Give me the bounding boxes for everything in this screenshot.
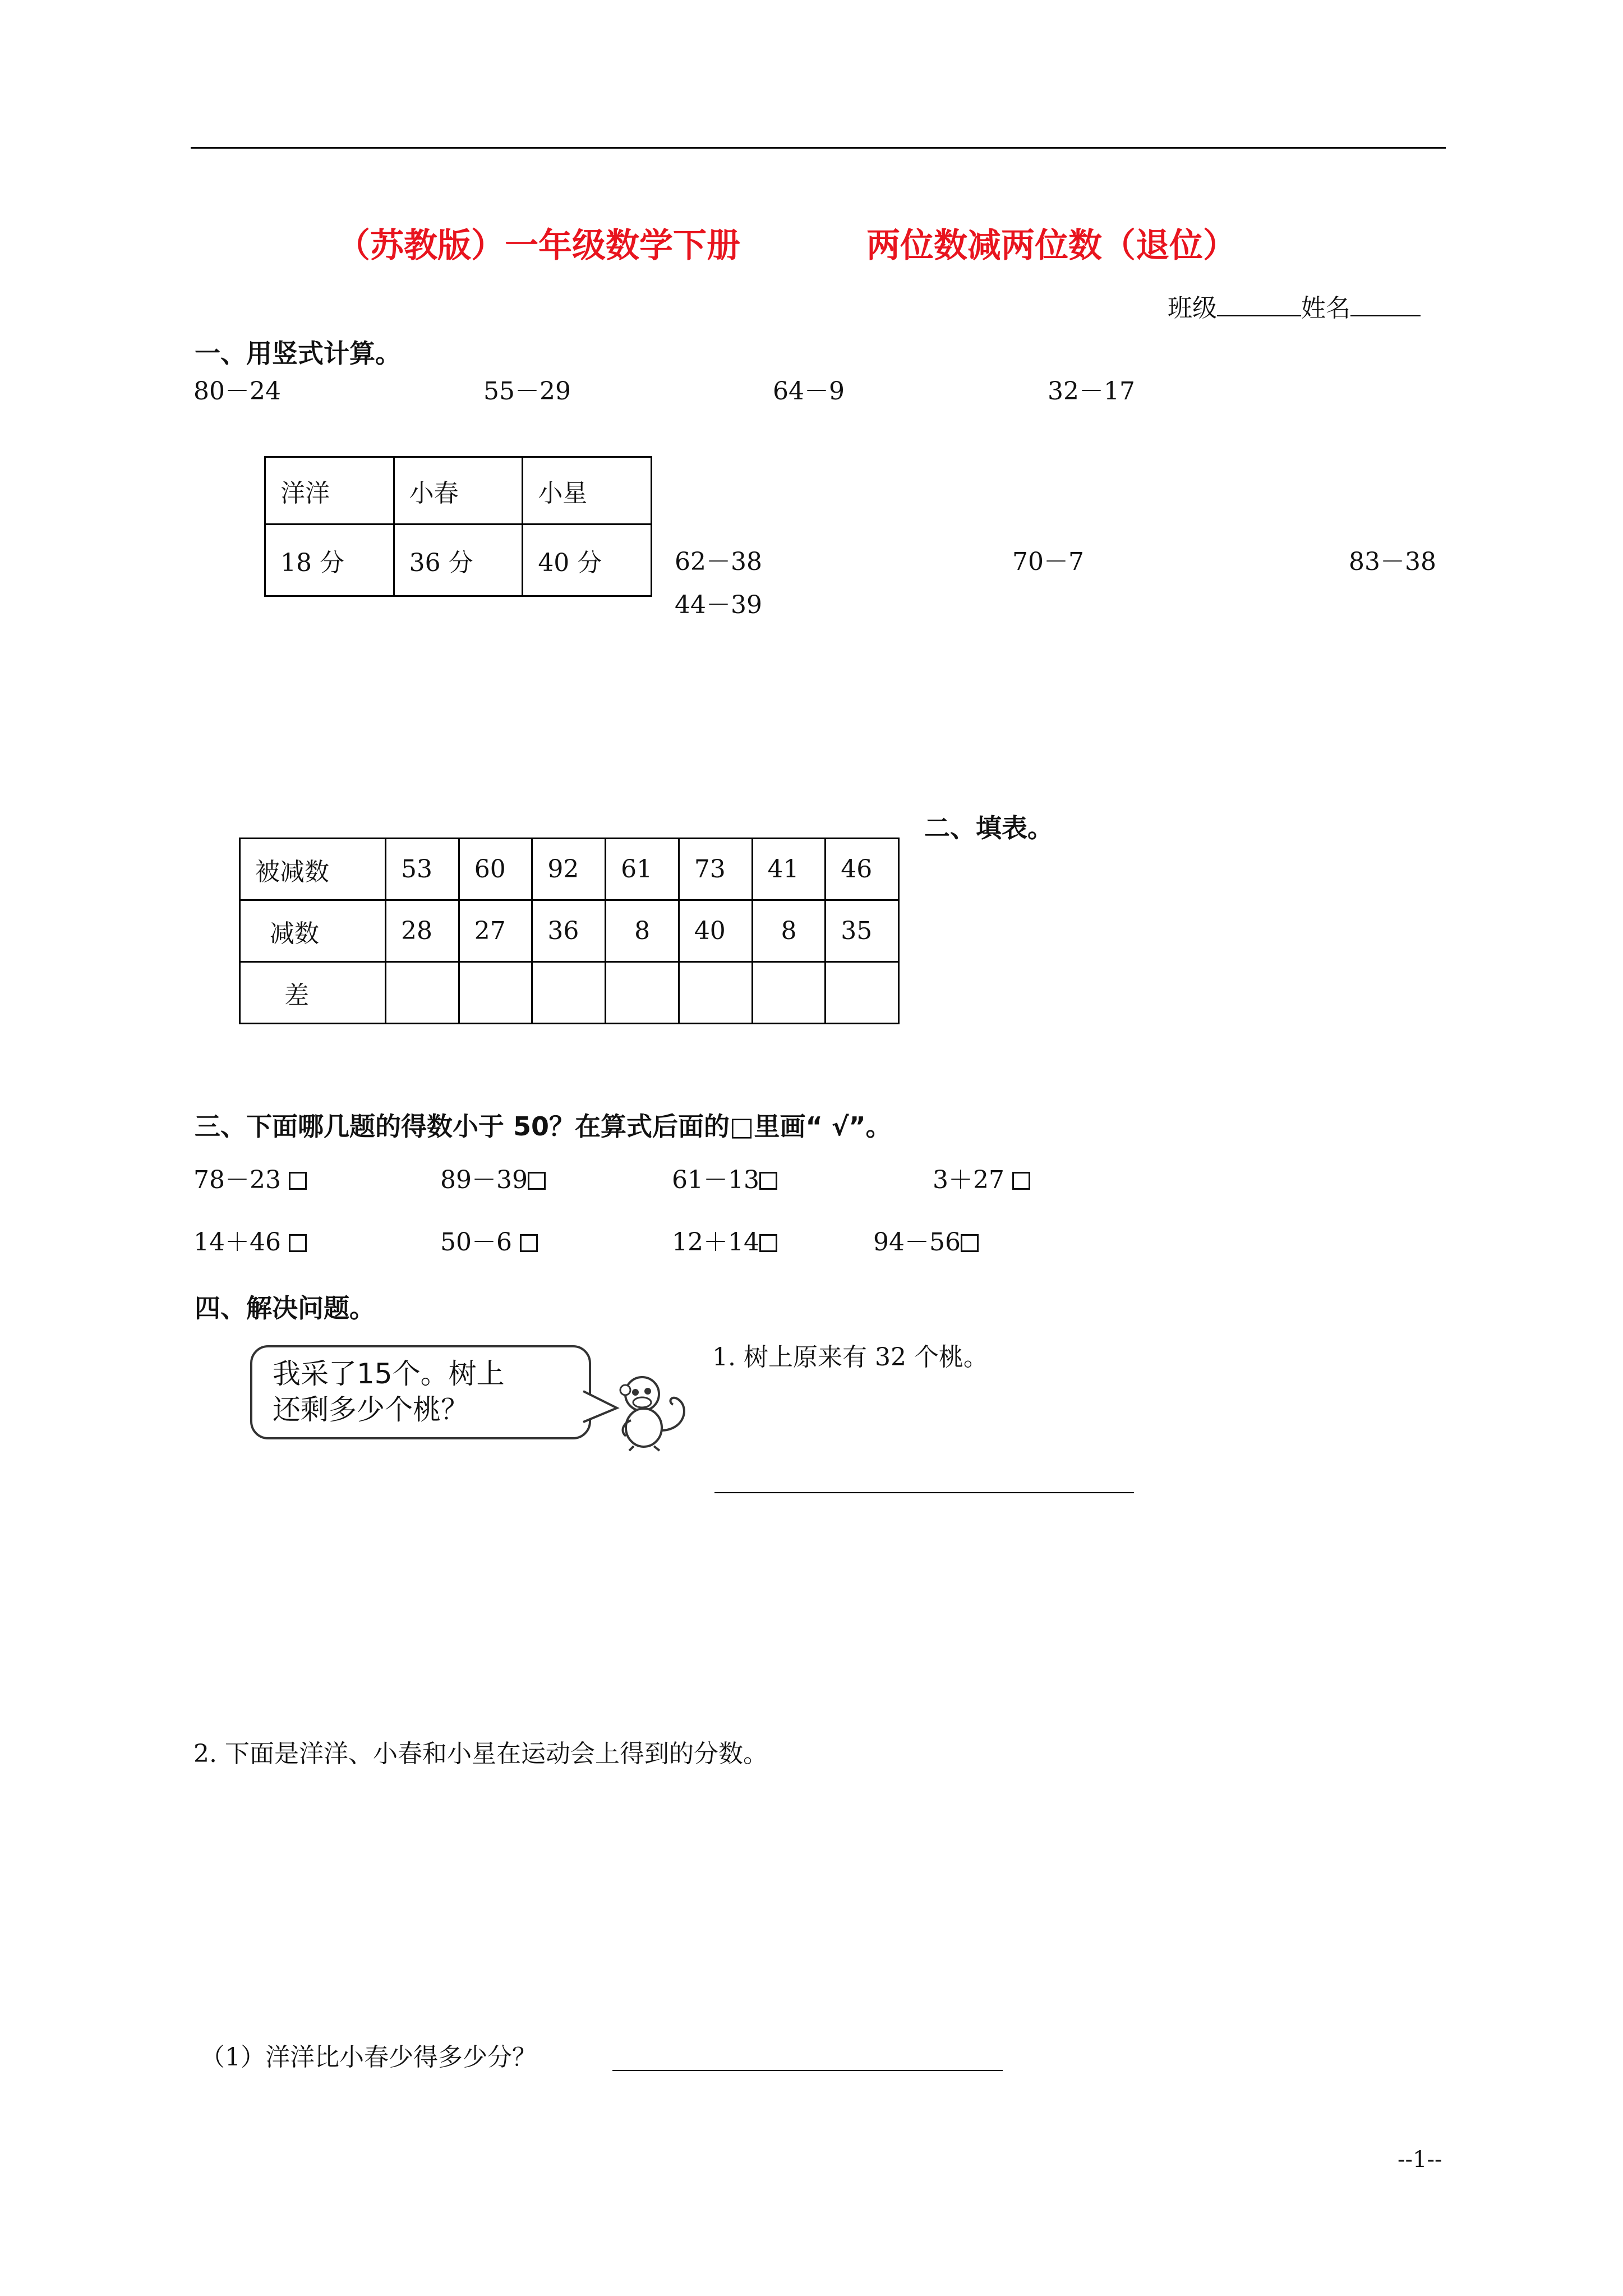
difference-cell[interactable] <box>606 962 679 1024</box>
expr-1-4: 32－17 <box>1048 377 1135 406</box>
check-box[interactable] <box>528 1172 546 1190</box>
row-label-subtrahend: 减数 <box>240 900 386 962</box>
subtrahend-cell: 27 <box>459 900 532 962</box>
question-2-sub-1: （1）洋洋比小春少得多少分？ <box>200 2043 537 2072</box>
section1-heading: 一、用竖式计算。 <box>195 338 401 369</box>
check-expr: 12＋14 <box>672 1228 759 1257</box>
subtrahend-cell: 8 <box>606 900 679 962</box>
check-expr: 3＋27 <box>933 1166 1004 1194</box>
score-value: 40 分 <box>523 524 652 596</box>
minuend-cell: 46 <box>826 839 899 900</box>
expr-1-2: 55－29 <box>483 377 571 406</box>
minuend-cell: 53 <box>386 839 459 900</box>
score-header: 小星 <box>523 457 652 524</box>
minuend-cell: 73 <box>679 839 752 900</box>
expr-1-3: 64－9 <box>773 377 845 406</box>
difference-cell[interactable] <box>826 962 899 1024</box>
subtrahend-cell: 35 <box>826 900 899 962</box>
check-item <box>440 1230 538 1255</box>
check-expr: 89－39 <box>440 1166 528 1194</box>
bubble-line-1: 我采了15个。树上 <box>273 1358 505 1390</box>
minuend-cell: 41 <box>752 839 826 900</box>
subtrahend-cell: 28 <box>386 900 459 962</box>
check-item <box>873 1230 979 1255</box>
minuend-cell: 92 <box>532 839 606 900</box>
check-item <box>933 1168 1030 1193</box>
check-expr: 50－6 <box>440 1228 512 1257</box>
answer-line-1[interactable] <box>714 1492 1134 1493</box>
check-expr: 78－23 <box>193 1166 281 1194</box>
fill-table <box>239 838 900 1024</box>
score-value: 18 分 <box>265 524 394 596</box>
check-item <box>672 1168 777 1193</box>
check-item <box>193 1230 307 1255</box>
difference-cell[interactable] <box>459 962 532 1024</box>
class-label: 班级 <box>1168 294 1217 323</box>
check-box[interactable] <box>289 1234 307 1252</box>
check-expr: 14＋46 <box>193 1228 281 1257</box>
expr-2-2: 70－7 <box>1012 547 1084 576</box>
row-label-minuend: 被减数 <box>240 839 386 900</box>
difference-cell[interactable] <box>386 962 459 1024</box>
check-box[interactable] <box>1012 1172 1030 1190</box>
expr-1-1: 80－24 <box>193 377 281 406</box>
expr-3-1: 44－39 <box>675 591 762 619</box>
page-title-left: （苏教版）一年级数学下册 <box>336 226 740 265</box>
check-box[interactable] <box>961 1234 979 1252</box>
section4-heading: 四、解决问题。 <box>195 1293 375 1323</box>
expr-2-1: 62－38 <box>675 547 762 576</box>
subtrahend-cell: 40 <box>679 900 752 962</box>
score-table <box>264 456 652 597</box>
subtrahend-cell: 8 <box>752 900 826 962</box>
page-number: --1-- <box>1398 2147 1442 2173</box>
check-box[interactable] <box>289 1172 307 1190</box>
class-blank[interactable] <box>1217 293 1301 316</box>
check-item <box>672 1230 777 1255</box>
section3-heading: 三、下面哪几题的得数小于 50？在算式后面的□里画“ √”。 <box>195 1111 892 1142</box>
class-name-line <box>1168 293 1421 321</box>
monkey-icon <box>578 1369 698 1453</box>
check-expr: 61－13 <box>672 1166 759 1194</box>
minuend-cell: 61 <box>606 839 679 900</box>
answer-line-2[interactable] <box>612 2070 1003 2071</box>
check-item <box>440 1168 546 1193</box>
bubble-line-2: 还剩多少个桃？ <box>273 1393 469 1426</box>
check-box[interactable] <box>520 1234 538 1252</box>
difference-cell[interactable] <box>532 962 606 1024</box>
header-rule <box>191 147 1446 149</box>
page-title-right: 两位数减两位数（退位） <box>866 226 1237 265</box>
question-1: 1. 树上原来有 32 个桃。 <box>712 1343 988 1372</box>
score-value: 36 分 <box>394 524 523 596</box>
check-box[interactable] <box>759 1172 777 1190</box>
row-label-difference: 差 <box>240 962 386 1024</box>
speech-bubble <box>250 1345 591 1439</box>
score-header: 洋洋 <box>265 457 394 524</box>
check-item <box>193 1168 307 1193</box>
difference-cell[interactable] <box>752 962 826 1024</box>
check-expr: 94－56 <box>873 1228 961 1257</box>
difference-cell[interactable] <box>679 962 752 1024</box>
score-header: 小春 <box>394 457 523 524</box>
expr-2-3: 83－38 <box>1349 547 1436 576</box>
subtrahend-cell: 36 <box>532 900 606 962</box>
name-blank[interactable] <box>1350 293 1421 316</box>
question-2: 2. 下面是洋洋、小春和小星在运动会上得到的分数。 <box>193 1740 768 1768</box>
minuend-cell: 60 <box>459 839 532 900</box>
name-label: 姓名 <box>1301 294 1350 323</box>
section2-heading: 二、填表。 <box>924 813 1053 843</box>
check-box[interactable] <box>759 1234 777 1252</box>
